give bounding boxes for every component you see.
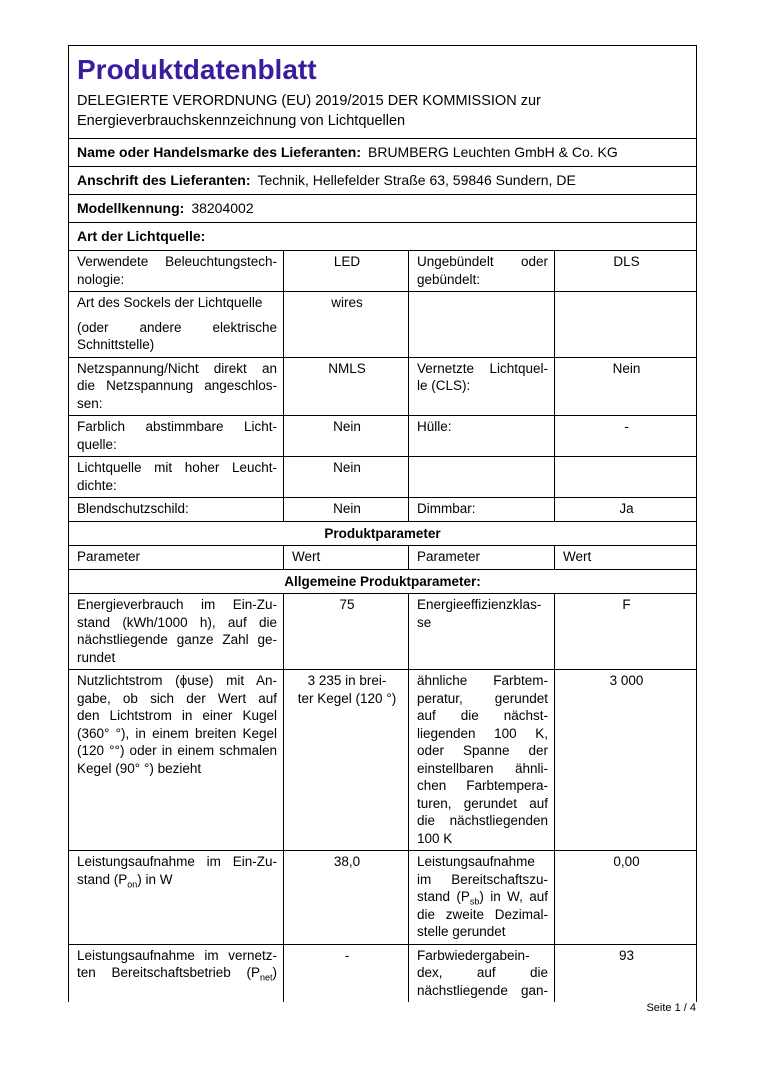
value-cell-connected: Nein xyxy=(555,357,697,416)
supplier-address-value: Technik, Hellefelder Straße 63, 59846 Sundern, DE xyxy=(257,172,576,188)
supplier-name-row xyxy=(69,139,697,167)
pp-row-power xyxy=(69,851,697,945)
value-cell-energy-consumption: 75 xyxy=(284,594,409,670)
value-cell-mains: NMLS xyxy=(284,357,409,416)
light-source-type-row xyxy=(69,223,697,251)
value-cell-energy-class: F xyxy=(555,594,697,670)
model-id-value: 38204002 xyxy=(191,200,254,216)
col-header-parameter-left: Parameter xyxy=(69,546,284,570)
light-source-type-label: Art der Lichtquelle: xyxy=(77,228,206,244)
model-id-row xyxy=(69,195,697,223)
value-cell-glare-shield: Nein xyxy=(284,498,409,522)
pp-row-network-standby xyxy=(69,944,697,1002)
column-header-row xyxy=(69,546,697,570)
param-cell-high-luminance: Lichtquelle mit hoher Leucht- dichte: xyxy=(69,457,284,498)
subscript-on: on xyxy=(127,879,138,890)
param-cell-connected: Vernetzte Lichtquel- le (CLS): xyxy=(409,357,555,416)
param-cell-mains: Netzspannung/Nicht direkt an die Netzspannung angeschlos- sen: xyxy=(69,357,284,416)
value-cell-colour-temperature: 3 000 xyxy=(555,670,697,851)
value-cell-empty2 xyxy=(555,457,697,498)
param-cell-colour-tunable: Farblich abstimmbare Licht- quelle: xyxy=(69,416,284,457)
tech-row-2 xyxy=(69,292,697,358)
datasheet-table xyxy=(68,45,697,1002)
general-parameters-header-row xyxy=(69,569,697,594)
param-cell-directional: Ungebündelt oder gebündelt: xyxy=(409,251,555,292)
pp-row-lumen xyxy=(69,670,697,851)
param-cell-energy-consumption: Energieverbrauch im Ein-Zu- stand (kWh/1000 h), auf die nächstliegende ganze Zahl ge- rundet xyxy=(69,594,284,670)
value-cell-dimmable: Ja xyxy=(555,498,697,522)
value-cell-technology: LED xyxy=(284,251,409,292)
value-cell-on-mode-power: 38,0 xyxy=(284,851,409,945)
param-cell-dimmable: Dimmbar: xyxy=(409,498,555,522)
param-cell-standby-power: Leistungsaufnahme im Bereitschaftszu- stand $(P_{sb})$ in W, auf die zweite Dezimal- stelle gerundet xyxy=(409,851,555,945)
param-cell-empty xyxy=(409,292,555,358)
value-cell-useful-flux: 3 235 in brei- ter Kegel (120 °) xyxy=(284,670,409,851)
value-cell-high-luminance: Nein xyxy=(284,457,409,498)
tech-row-5 xyxy=(69,457,697,498)
param-cell-technology: Verwendete Beleuchtungstech- nologie: xyxy=(69,251,284,292)
title-cell xyxy=(69,46,697,139)
supplier-name-value: BRUMBERG Leuchten GmbH & Co. KG xyxy=(368,144,618,160)
value-cell-empty xyxy=(555,292,697,358)
value-cell-colour-tunable: Nein xyxy=(284,416,409,457)
value-cell-directional: DLS xyxy=(555,251,697,292)
regulation-line2: Energieverbrauchskennzeichnung von Lichtquellen xyxy=(77,112,406,129)
param-cell-envelope: Hülle: xyxy=(409,416,555,457)
param-cell-useful-flux: Nutzlichtstrom (ϕuse) mit An- gabe, ob sich der Wert auf den Lichtstrom in einer Kugel (360° °), in einem breiten Kegel (120 °°) oder in einem schmalen Kegel (90° °) bezieht xyxy=(69,670,284,851)
value-cell-standby-power: 0,00 xyxy=(555,851,697,945)
regulation-line1: DELEGIERTE VERORDNUNG (EU) 2019/2015 DER KOMMISSION zur xyxy=(77,93,541,109)
doc-title: Produktdatenblatt xyxy=(77,54,317,85)
param-cell-on-mode-power: Leistungsaufnahme im Ein-Zu- stand $(P_{on})$ in W xyxy=(69,851,284,945)
col-header-value-right: Wert xyxy=(555,546,697,570)
param-cell-socket xyxy=(69,292,284,358)
param-cell-glare-shield: Blendschutzschild: xyxy=(69,498,284,522)
value-cell-network-standby: - xyxy=(284,944,409,1002)
param-cell-colour-temperature: ähnliche Farbtem- peratur, gerundet auf die nächst- liegenden 100 K, oder Spanne der einstellbaren ähnli- chen Farbtempera- turen, gerundet auf die nächstliegenden 100 K xyxy=(409,670,555,851)
value-cell-socket: wires xyxy=(284,292,409,358)
page-indicator: Seite 1 / 4 xyxy=(646,1002,696,1014)
supplier-address-row xyxy=(69,167,697,195)
title-row xyxy=(69,46,697,139)
subscript-net: net xyxy=(259,972,273,983)
value-cell-cri: 93 xyxy=(555,944,697,1002)
tech-row-6 xyxy=(69,498,697,522)
product-parameters-title: Produktparameter xyxy=(69,521,697,546)
general-parameters-title: Allgemeine Produktparameter: xyxy=(69,569,697,594)
col-header-parameter-right: Parameter xyxy=(409,546,555,570)
pp-row-energy xyxy=(69,594,697,670)
product-parameters-header-row xyxy=(69,521,697,546)
param-cell-empty2 xyxy=(409,457,555,498)
col-header-value-left: Wert xyxy=(284,546,409,570)
param-cell-cri: Farbwiedergabein- dex, auf die nächstliegende gan- xyxy=(409,944,555,1002)
subscript-sb: sb xyxy=(469,896,480,907)
supplier-address-label: Anschrift des Lieferanten: xyxy=(77,172,251,188)
param-cell-network-standby: Leistungsaufnahme im vernetz- ten Bereitschaftsbetrieb $(P_{net})$ xyxy=(69,944,284,1002)
tech-row-3 xyxy=(69,357,697,416)
tech-row-1 xyxy=(69,251,697,292)
socket-label-part1: Art des Sockels der Lichtquelle xyxy=(77,295,263,310)
tech-row-4 xyxy=(69,416,697,457)
socket-label-part2: (oder andere elektrische Schnittstelle) xyxy=(77,319,277,352)
value-cell-envelope: - xyxy=(555,416,697,457)
supplier-name-label: Name oder Handelsmarke des Lieferanten: xyxy=(77,144,361,160)
param-cell-energy-class: Energieeffizienzklas- se xyxy=(409,594,555,670)
model-id-label: Modellkennung: xyxy=(77,200,185,216)
